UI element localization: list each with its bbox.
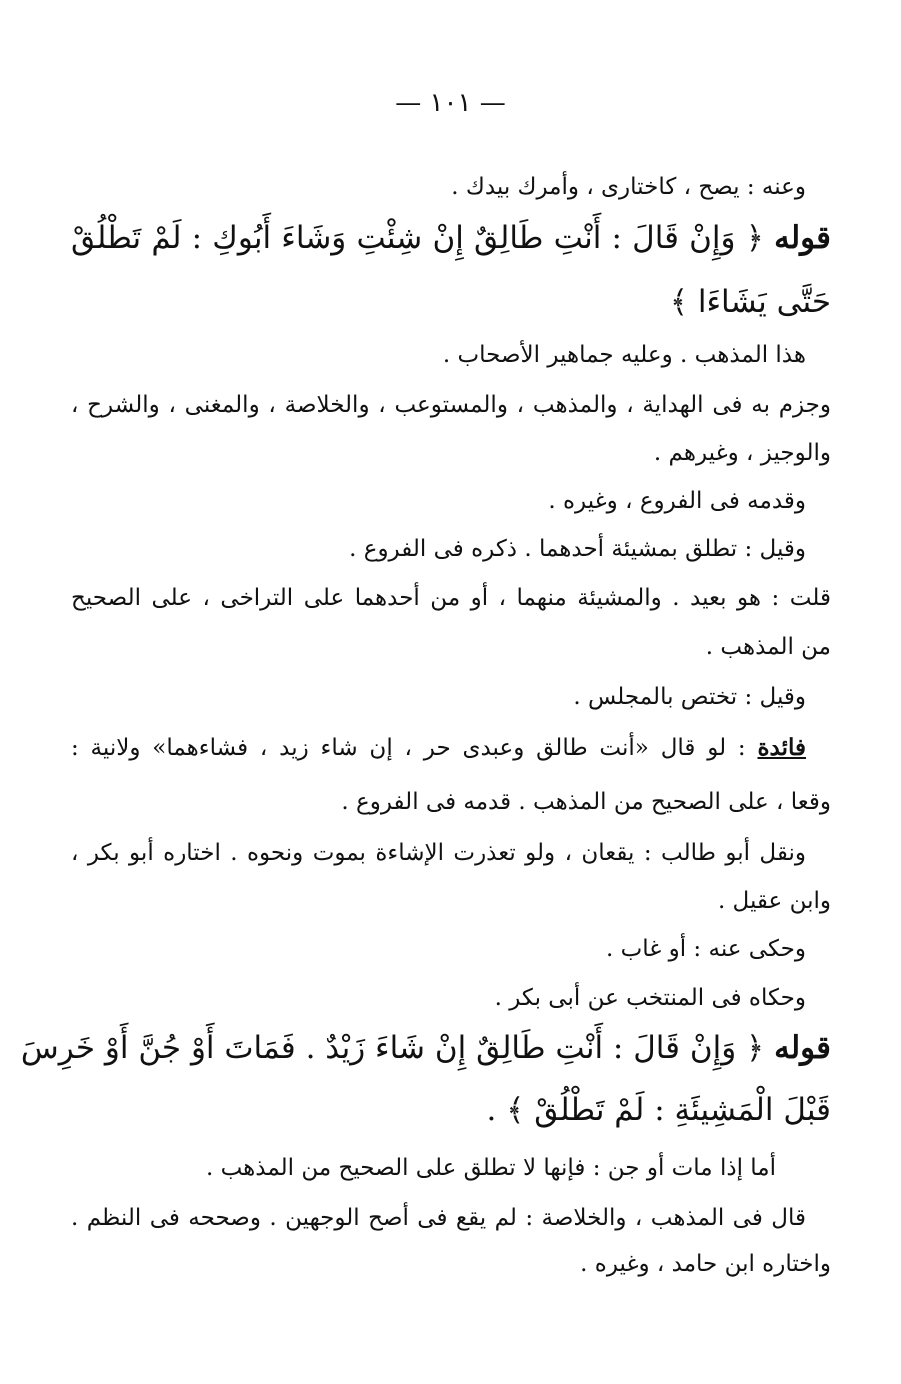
benefit-line [71, 733, 806, 763]
text-line: وقدمه فى الفروع ، وغيره . [548, 488, 806, 514]
quote-text: ﴿ وَإِنْ قَالَ : أَنْتِ طَالِقٌ إِنْ شِئْتِ وَشَاءَ أَبُوكِ : لَمْ تَطْلُقْ [71, 220, 764, 256]
text-line: وقعا ، على الصحيح من المذهب . قدمه فى الفروع . [341, 789, 831, 815]
benefit-label: فائدة [757, 734, 807, 761]
text-line: واختاره ابن حامد ، وغيره . [580, 1251, 831, 1277]
quote-label: قوله [774, 1030, 831, 1066]
quoted-matn-line [71, 218, 831, 258]
text-line: وقيل : تختص بالمجلس . [573, 684, 806, 710]
text-line: وحكاه فى المنتخب عن أبى بكر . [494, 985, 806, 1011]
text-line: والوجيز ، وغيرهم . [653, 440, 831, 466]
quoted-matn-line [20, 1028, 831, 1068]
text-line: وعنه : يصح ، كاختارى ، وأمرك بيدك . [451, 174, 806, 200]
quoted-matn-line: حَتَّى يَشَاءَا ﴾ [669, 284, 831, 320]
text-line: ونقل أبو طالب : يقعان ، ولو تعذرت الإشاءة بموت ونحوه . اختاره أبو بكر ، [71, 840, 806, 866]
text-line: أما إذا مات أو جن : فإنها لا تطلق على الصحيح من المذهب . [205, 1155, 776, 1181]
text-line: وحكى عنه : أو غاب . [606, 936, 806, 962]
quoted-matn-line: قَبْلَ الْمَشِيئَةِ : لَمْ تَطْلُقْ ﴾ . [486, 1092, 831, 1128]
text-line: وقيل : تطلق بمشيئة أحدهما . ذكره فى الفروع . [349, 536, 806, 562]
benefit-text: : لو قال «أنت طالق وعبدى حر ، إن شاء زيد ، فشاءهما» ولانية : [71, 735, 746, 761]
quote-label: قوله [774, 220, 831, 256]
text-line: وجزم به فى الهداية ، والمذهب ، والمستوعب ، والخلاصة ، والمغنى ، والشرح ، [71, 392, 831, 418]
text-line: قال فى المذهب ، والخلاصة : لم يقع فى أصح الوجهين . وصححه فى النظم . [71, 1205, 806, 1231]
text-line: من المذهب . [705, 634, 831, 660]
text-line: قلت : هو بعيد . والمشيئة منهما ، أو من أحدهما على التراخى ، على الصحيح [71, 585, 831, 611]
text-line: هذا المذهب . وعليه جماهير الأصحاب . [442, 342, 806, 368]
quote-text: ﴿ وَإِنْ قَالَ : أَنْتِ طَالِقٌ إِنْ شَاءَ زَيْدٌ . فَمَاتَ أَوْ جُنَّ أَوْ خَرِسَ [20, 1030, 765, 1066]
text-line: وابن عقيل . [717, 888, 831, 914]
page-number: — ١٠١ — [395, 88, 506, 118]
